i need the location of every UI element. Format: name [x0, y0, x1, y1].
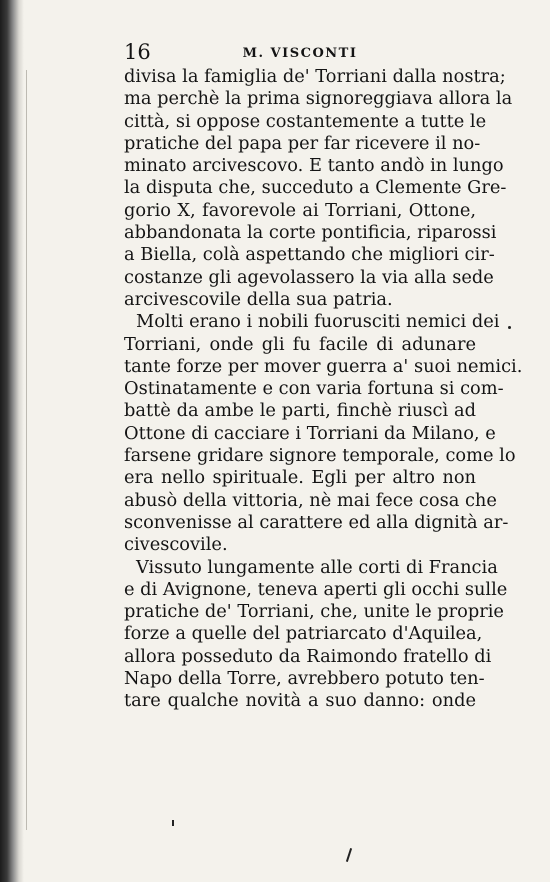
- text-line: civescovile.: [124, 534, 228, 556]
- text-line: abusò della vittoria, nè mai fece cosa che: [124, 489, 497, 511]
- body-text: [124, 66, 523, 713]
- text-line: tante forze per mover guerra a' suoi nemici.: [124, 355, 523, 377]
- text-line: farsene gridare signore temporale, come lo: [124, 445, 516, 467]
- book-gutter-shadow: [0, 0, 24, 882]
- text-line: ma perchè la prima signoreggiava allora la: [124, 88, 513, 110]
- text-line: a Biella, colà aspettando che migliori cir-: [124, 244, 495, 266]
- text-line: costanze gli agevolassero la via alla sede: [124, 266, 494, 288]
- text-line: tare qualche novità a suo danno: onde: [124, 690, 476, 712]
- text-line: divisa la famiglia de' Torriani dalla nostra;: [124, 66, 506, 87]
- running-head: M. VISCONTI: [242, 46, 358, 61]
- text-line: pratiche del papa per far ricevere il no-: [124, 132, 481, 154]
- text-line: forze a quelle del patriarcato d'Aquilea,: [124, 623, 483, 645]
- text-line: era nello spirituale. Egli per altro non: [124, 467, 476, 489]
- text-line: Vissuto lungamente alle corti di Francia: [136, 556, 498, 578]
- text-line: pratiche de' Torriani, che, unite le proprie: [124, 601, 504, 623]
- page-number: 16: [124, 40, 151, 64]
- text-line: e di Avignone, teneva aperti gli occhi sulle: [124, 578, 508, 600]
- text-line: battè da ambe le parti, finchè riuscì ad: [124, 400, 476, 422]
- binding-edge-line: [26, 70, 27, 830]
- stray-ink-mark: [508, 326, 511, 329]
- text-line: arcivescovile della sua patria.: [124, 288, 393, 310]
- text-line: minato arcivescovo. E tanto andò in lungo: [124, 155, 504, 177]
- stray-ink-mark: [172, 820, 174, 826]
- text-line: la disputa che, succeduto a Clemente Gre-: [124, 177, 507, 199]
- text-line: città, si oppose costantemente a tutte le: [124, 110, 487, 132]
- stray-ink-mark: [346, 848, 352, 862]
- text-line: Napo della Torre, avrebbero potuto ten-: [124, 668, 485, 690]
- text-line: Ostinatamente e con varia fortuna si com-: [124, 378, 504, 400]
- text-line: Torriani, onde gli fu facile di adunare: [124, 333, 476, 355]
- text-line: Ottone di cacciare i Torriani da Milano, e: [124, 422, 496, 444]
- text-line: gorio X, favorevole ai Torriani, Ottone,: [124, 199, 476, 221]
- text-line: allora posseduto da Raimondo fratello di: [124, 645, 492, 667]
- text-line: abbandonata la corte pontificia, riparossi: [124, 222, 497, 244]
- text-line: Molti erano i nobili fuorusciti nemici dei: [136, 311, 500, 333]
- text-line: sconvenisse al carattere ed alla dignità ar-: [124, 511, 509, 533]
- page-header: [124, 40, 476, 66]
